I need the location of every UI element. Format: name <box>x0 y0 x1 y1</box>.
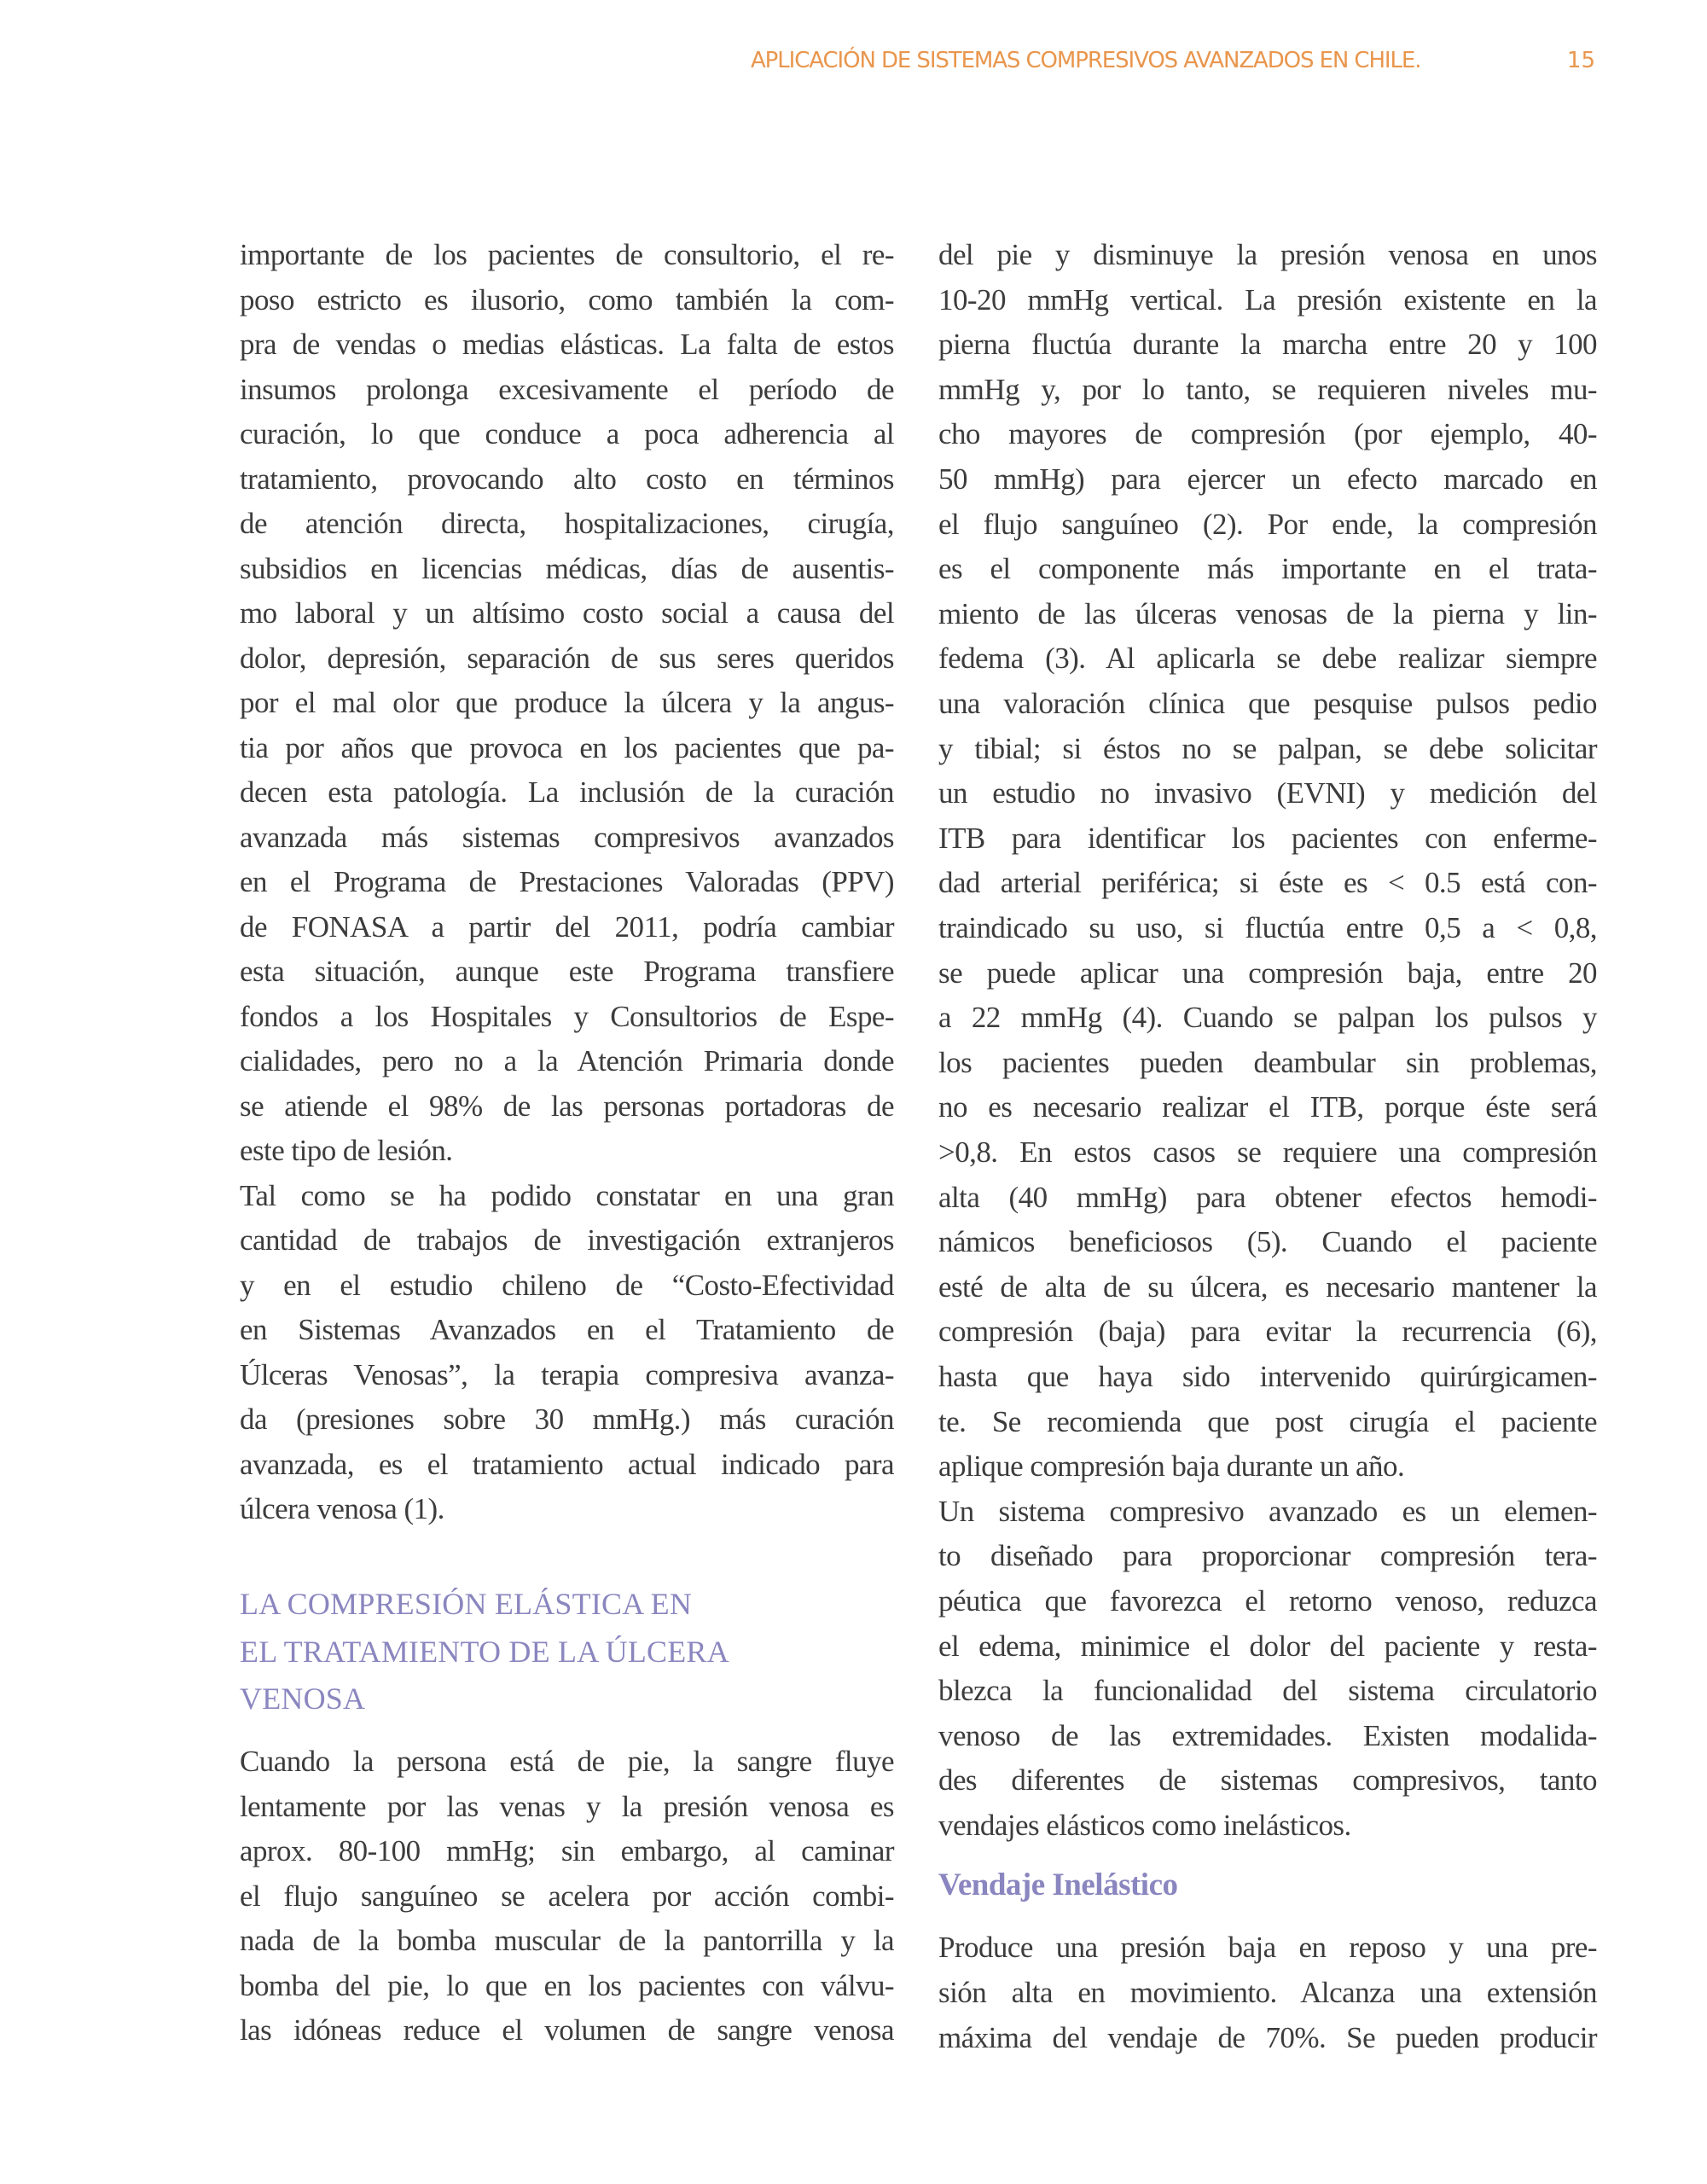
text-line: el edema, minimice el dolor del paciente y resta- <box>938 1629 1597 1663</box>
text-line: un estudio no invasivo (EVNI) y medición del <box>938 776 1597 810</box>
text-line: te. Se recomienda que post cirugía el paciente <box>938 1404 1597 1438</box>
text-line: una valoración clínica que pesquise pulsos pedio <box>938 687 1597 720</box>
text-line: Tal como se ha podido constatar en una gran <box>240 1178 894 1212</box>
text-line: este tipo de lesión. <box>240 1134 453 1167</box>
text-line: pra de vendas o medias elásticas. La falta de estos <box>240 328 894 361</box>
text-line: aplique compresión baja durante un año. <box>938 1449 1405 1484</box>
text-line: se puede aplicar una compresión baja, entre 20 <box>938 956 1597 990</box>
text-line: tia por años que provoca en los pacientes que pa- <box>240 730 894 764</box>
text-line: insumos prolonga excesivamente el período de <box>240 372 894 406</box>
right-column <box>938 0 1597 2184</box>
text-line: los pacientes pueden deambular sin problemas, <box>938 1045 1597 1079</box>
text-line: da (presiones sobre 30 mmHg.) más curación <box>240 1403 894 1436</box>
text-line: blezca la funcionalidad del sistema circulatorio <box>938 1674 1597 1708</box>
text-line: cho mayores de compresión (por ejemplo, 40- <box>938 417 1597 451</box>
text-line: se atiende el 98% de las personas portadoras de <box>240 1089 894 1123</box>
text-line: por el mal olor que produce la úlcera y la angus- <box>240 686 894 719</box>
text-line: el flujo sanguíneo se acelera por acción combi- <box>240 1879 894 1913</box>
text-line: nada de la bomba muscular de la pantorrilla y la <box>240 1924 894 1957</box>
text-line: mmHg y, por lo tanto, se requieren niveles mu- <box>938 372 1597 406</box>
text-line: en Sistemas Avanzados en el Tratamiento de <box>240 1313 894 1346</box>
text-line: poso estricto es ilusorio, como también la com- <box>240 282 894 317</box>
text-line: hasta que haya sido intervenido quirúrgicamen- <box>938 1360 1597 1393</box>
text-line: aprox. 80-100 mmHg; sin embargo, al caminar <box>240 1834 894 1867</box>
text-line: Cuando la persona está de pie, la sangre fluye <box>240 1745 894 1778</box>
text-line: y tibial; si éstos no se palpan, se debe solicitar <box>938 731 1597 765</box>
text-line: alta (40 mmHg) para obtener efectos hemodi- <box>938 1180 1597 1214</box>
section-heading-line: VENOSA <box>240 1682 366 1716</box>
text-line: subsidios en licencias médicas, días de ausentis- <box>240 551 894 585</box>
text-line: cialidades, pero no a la Atención Primaria donde <box>240 1044 894 1077</box>
text-line: >0,8. En estos casos se requiere una compresión <box>938 1136 1597 1169</box>
text-line: importante de los pacientes de consultorio, el re- <box>240 238 894 271</box>
text-line: to diseñado para proporcionar compresión tera- <box>938 1539 1597 1573</box>
page-number: 15 <box>1566 48 1595 73</box>
section-heading-line: EL TRATAMIENTO DE LA ÚLCERA <box>240 1635 729 1669</box>
text-line: pierna fluctúa durante la marcha entre 20 y 100 <box>938 328 1597 362</box>
text-line: úlcera venosa (1). <box>240 1492 444 1525</box>
text-line: en el Programa de Prestaciones Valoradas (PPV) <box>240 865 894 898</box>
text-line: fondos a los Hospitales y Consultorios de Espe- <box>240 999 894 1033</box>
text-line: dolor, depresión, separación de sus seres queridos <box>240 641 894 675</box>
text-line: esté de alta de su úlcera, es necesario mantener la <box>938 1269 1597 1304</box>
text-line: de FONASA a partir del 2011, podría cambiar <box>240 909 894 944</box>
text-line: avanzada más sistemas compresivos avanzados <box>240 820 894 854</box>
text-line: Un sistema compresivo avanzado es un elemen- <box>938 1494 1597 1528</box>
text-line: del pie y disminuye la presión venosa en unos <box>938 238 1597 271</box>
text-line: lentamente por las venas y la presión venosa es <box>240 1789 894 1823</box>
text-line: fedema (3). Al aplicarla se debe realizar siempre <box>938 642 1597 676</box>
left-column <box>240 0 894 2184</box>
text-line: a 22 mmHg (4). Cuando se palpan los pulsos y <box>938 1001 1597 1035</box>
text-line: námicos beneficiosos (5). Cuando el paciente <box>938 1225 1597 1259</box>
text-line: miento de las úlceras venosas de la pierna y lin- <box>938 596 1597 630</box>
text-line: es el componente más importante en el trata- <box>938 552 1597 586</box>
text-line: no es necesario realizar el ITB, porque éste será <box>938 1090 1597 1124</box>
text-line: 50 mmHg) para ejercer un efecto marcado en <box>938 462 1597 496</box>
section-heading-line: LA COMPRESIÓN ELÁSTICA EN <box>240 1587 693 1621</box>
text-line: máxima del vendaje de 70%. Se pueden producir <box>938 2021 1597 2054</box>
text-line: Produce una presión baja en reposo y una pre- <box>938 1931 1597 1964</box>
text-line: 10-20 mmHg vertical. La presión existente en la <box>938 282 1597 317</box>
text-line: tratamiento, provocando alto costo en términos <box>240 462 894 496</box>
text-line: cantidad de trabajos de investigación extranjeros <box>240 1223 894 1257</box>
text-line: ITB para identificar los pacientes con enferme- <box>938 821 1597 855</box>
text-line: venoso de las extremidades. Existen modalida- <box>938 1718 1597 1752</box>
text-line: y en el estudio chileno de “Costo-Efectividad <box>240 1268 894 1302</box>
text-line: mo laboral y un altísimo costo social a causa del <box>240 596 894 630</box>
text-line: des diferentes de sistemas compresivos, tanto <box>938 1763 1597 1798</box>
text-line: traindicado su uso, si fluctúa entre 0,5 a < 0,8, <box>938 911 1597 944</box>
text-line: esta situación, aunque este Programa transfiere <box>240 955 894 988</box>
text-line: bomba del pie, lo que en los pacientes con válvu- <box>240 1968 894 2002</box>
subheading-vendaje-inelastico: Vendaje Inelástico <box>938 1867 1178 1902</box>
text-line: Úlceras Venosas”, la terapia compresiva avanza- <box>240 1357 894 1391</box>
text-line: dad arterial periférica; si éste es < 0.5 está con- <box>938 866 1597 900</box>
text-line: vendajes elásticos como inelásticos. <box>938 1809 1351 1842</box>
text-line: avanzada, es el tratamiento actual indicado para <box>240 1447 894 1481</box>
text-line: decen esta patología. La inclusión de la curación <box>240 775 894 809</box>
text-line: de atención directa, hospitalizaciones, cirugía, <box>240 507 894 540</box>
text-line: el flujo sanguíneo (2). Por ende, la compresión <box>938 507 1597 541</box>
text-line: compresión (baja) para evitar la recurrencia (6), <box>938 1315 1597 1349</box>
text-line: péutica que favorezca el retorno venoso, reduzca <box>938 1584 1597 1618</box>
text-line: curación, lo que conduce a poca adherencia al <box>240 417 894 450</box>
running-title: APLICACIÓN DE SISTEMAS COMPRESIVOS AVANZADOS EN CHILE. <box>751 48 1421 73</box>
text-line: sión alta en movimiento. Alcanza una extensión <box>938 1976 1597 2009</box>
text-line: las idóneas reduce el volumen de sangre venosa <box>240 2013 894 2047</box>
